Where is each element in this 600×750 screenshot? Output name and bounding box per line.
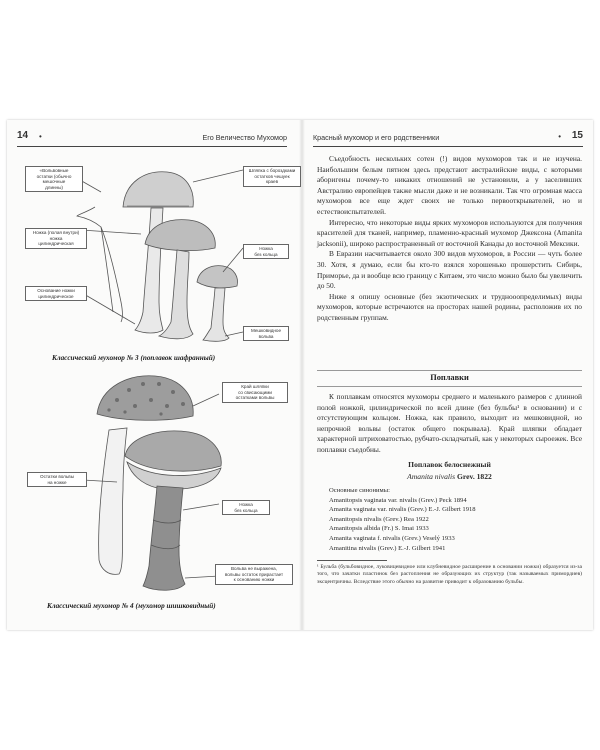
subsection-title: Поплавок белоснежный [408,460,491,469]
callout-volva-remnants: Остатки вольвы на ножке [27,472,87,487]
paragraph: Ниже я опишу основные (без экзотических и труднооопределимых) виды мухоморов, которые встречаются на просторах нашей родины, расположив их по родственным группам. [317,291,582,322]
figure-1-caption: Классический мухомор № 3 (поплавок шафранный) [52,354,216,362]
synonyms-list [329,486,579,553]
synonym-item: Amanitopsis vaginata var. nivalis (Grev.) Peck 1894 [329,496,467,504]
callout-stem-base: Основание ножки цилиндрическое [25,286,87,301]
footnote: ¹ Бульба (бульбовидное, луковицевидное или клубневидное расширение в основании ножки) образуется из-за того, что зачатки пластинок без растопления не образующих их структур (так называемых примордиев) эксцентричны. Вследствие этого обычно на развитие приводит к образованию бульбы. [317,564,582,585]
section-rule-top [317,370,582,371]
synonym-item: Amanitopsis nivalis (Grev.) Rea 1922 [329,515,429,523]
left-page-number: 14 [17,130,29,141]
synonym-item: Amanitina nivalis (Grev.) E.-J. Gilbert 1941 [329,544,446,552]
paragraph: Съедобность нескольких сотен (!) видов мухоморов так и не изучена. Наибольшим белым пятном здесь предстают австралийские виды, с которыми аборигены почему-то никаких отношений не установили, а у заселивших Австралию европейцев также мысли даже и не возникали. Так что огромная масса мухоморов все еще ждет своих не только первооткрывателей, но и естествоиспытателей. [317,154,582,216]
synonym-item: Amanita vaginata f. nivalis (Grev.) Veselý 1933 [329,534,455,542]
section-body-text [317,392,582,456]
left-page-header [17,132,287,146]
section-title: Поплавки [430,373,469,382]
callout-cap-edge: Край шляпки со свисающими остатками вольвы [222,382,288,403]
paragraph: Интересно, что некоторые виды ярких мухоморов используются для получения красителей для тканей, например, пламенно-красный мухомор Джексона (Amanita jacksonii), широко распространенный от восточной Канады до восточной Мексики. [317,217,582,248]
callout-no-ring-1: Ножка без кольца [243,244,289,259]
species-latin-name [317,472,582,481]
callout-sac-volva: Мешковидное вольва [243,326,289,341]
synonyms-label: Основные синонимы: [329,487,390,494]
left-running-title: Его Величество Мухомор [202,133,287,142]
callout-stem-hollow: Ножка (полая внутри) ножка цилиндрическая [25,228,87,249]
left-header-rule [17,146,287,147]
section-rule-bottom [317,386,582,387]
latin-author: Grev. 1822 [456,472,492,481]
footnote-rule [317,560,387,561]
callout-ring-zone: Вольва не выражена, вольвы остаток прирастает к основанию ножки [215,564,293,585]
book-spread [7,120,593,630]
right-page-number: 15 [571,130,583,141]
paragraph: В Евразии насчитывается около 300 видов мухоморов, в России — чуть более 30. Хотя, я думаю, если бы кто-то взялся хорошенько прошерстить Сибирь, Приморье, да и вообще всю границу с Китаем, это число можно было бы увеличить до 50. [317,249,582,291]
right-running-title: Красный мухомор и его родственники [313,133,440,142]
right-page-header [313,132,583,146]
callout-no-ring-2: Ножка без кольца [222,500,270,515]
right-header-bullet: • [558,132,561,141]
callout-cap-remnants: Шляпка с бороздками остатков чешуек краев [243,166,301,187]
left-header-bullet: • [39,132,42,141]
figure-2-caption: Классический мухомор № 4 (мухомор шишковидный) [47,602,216,610]
body-text-intro [317,154,582,324]
synonym-item: Amanitopsis albida (Fr.) S. Imai 1933 [329,525,429,533]
callout-volva-upper: «Вольвовные остатки (обычно мешочные длинны) [25,166,83,192]
synonym-item: Amanita vaginata var. nivalis (Grev.) E.-J. Gilbert 1918 [329,506,476,514]
latin-name: Amanita nivalis [407,472,456,481]
book-gutter [299,120,305,630]
paragraph: К поплавкам относятся мухоморы среднего и маленького размеров с длинной полой ножкой, цилиндрической по всей длине (без бульбы¹ в основании) и с отсутствующим кольцом. Ножка, как правило, выходит из мешковидной, но непрочной вольвы (остаток общего покрывала). Край шляпки обладает характерной штриховатостью, рубчато-складчатый, как у некоторых сыроежек. Все поплавки съедобны. [317,392,582,454]
right-header-rule [313,146,583,147]
